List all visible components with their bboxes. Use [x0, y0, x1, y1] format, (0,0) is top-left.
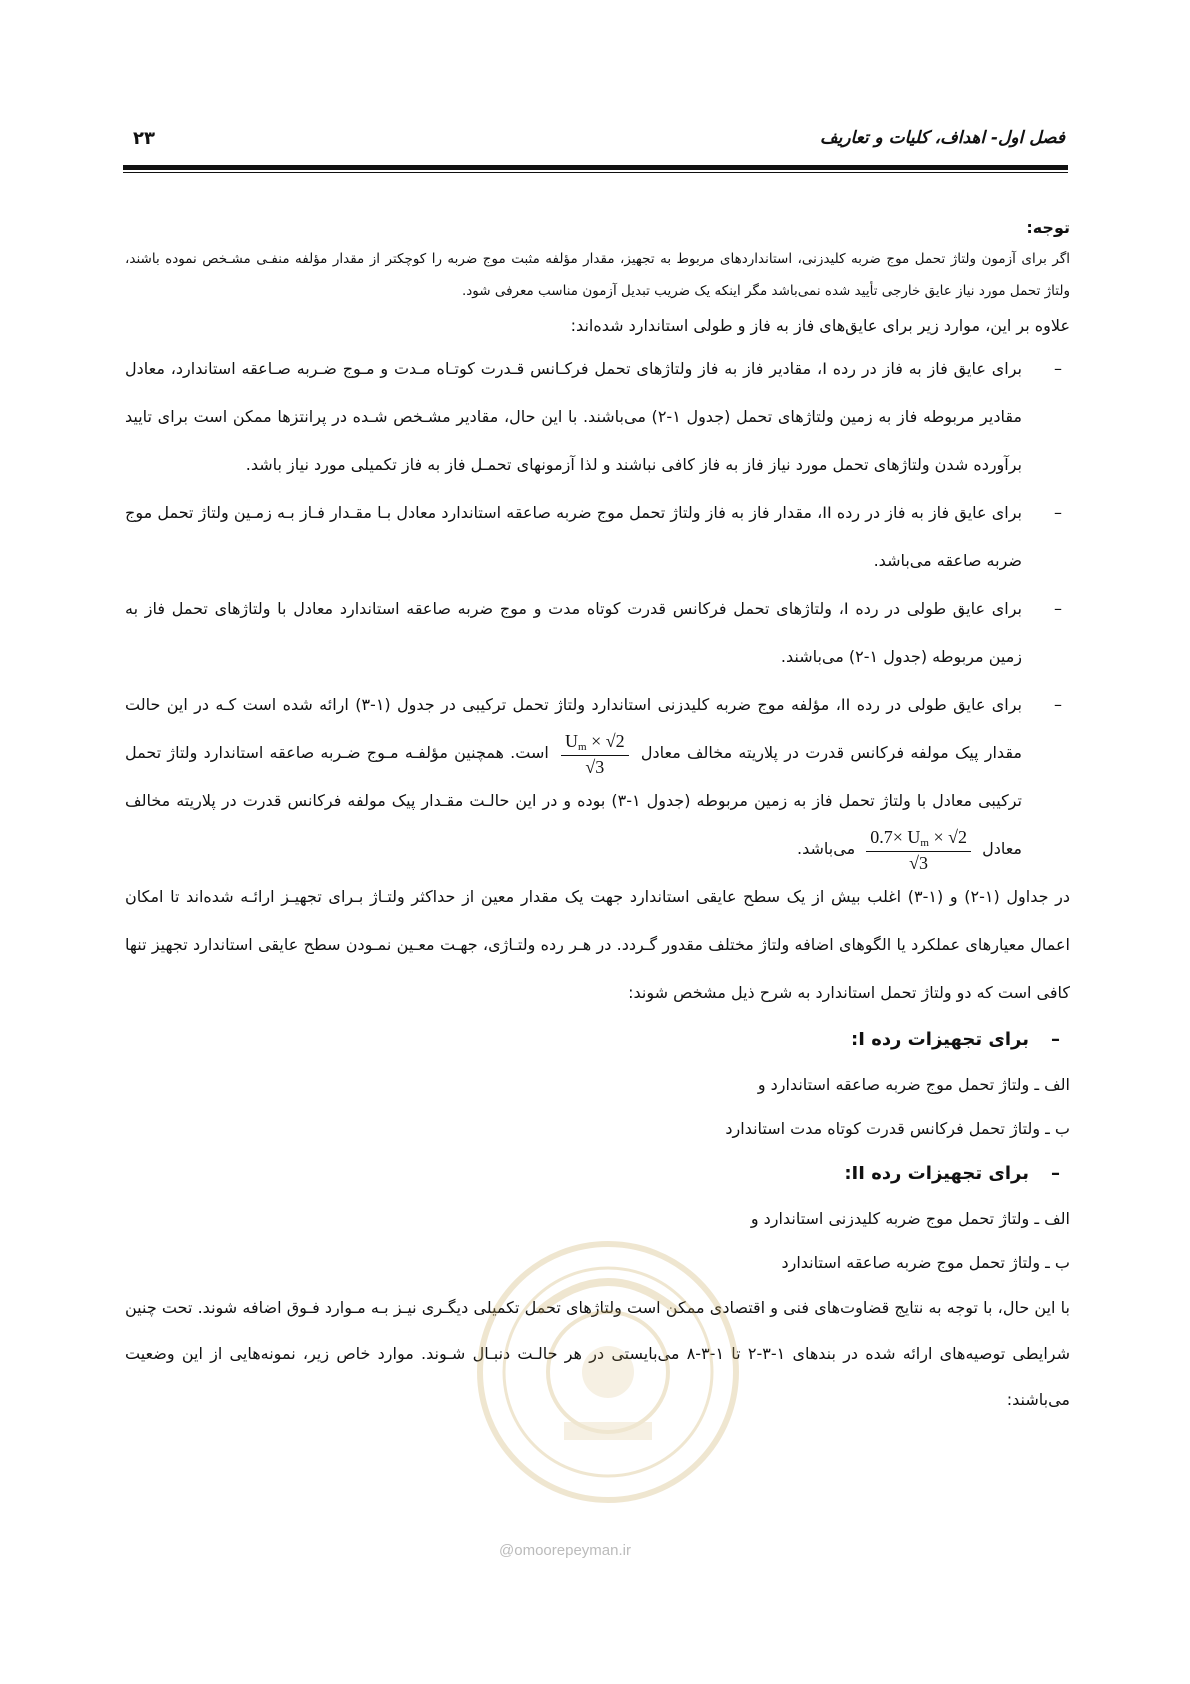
sub-item: الف ـ ولتاژ تحمل موج ضربه کلیدزنی استاندارد و [750, 1209, 1070, 1228]
formula-07-um-root2-over-root3 [866, 828, 971, 872]
sub-item: الف ـ ولتاژ تحمل موج ضربه صاعقه استاندارد و [757, 1075, 1070, 1094]
formula2-den: √3 [909, 852, 929, 873]
formula2-num-post: × √2 [928, 826, 967, 847]
bullet-item [125, 345, 1070, 489]
bullet-text-part2: است. همچنین مؤلفـه مـوج ضـربه صاعقه استاندارد ولتاژ تحمل ترکیبی معادل با ولتاژ تحمل فاز به زمین مربوطه (جدول ۱-۳) بوده و در این حالـت مقـدار پیک مولفه فرکانس قدرت در پلاریته مخالف معادل [125, 743, 1022, 858]
bullet-dash: – [1054, 359, 1062, 378]
sub-item: ب ـ ولتاژ تحمل فرکانس قدرت کوتاه مدت استاندارد [725, 1119, 1070, 1138]
sub-item: ب ـ ولتاژ تحمل موج ضربه صاعقه استاندارد [781, 1253, 1070, 1272]
note-title: توجه: [1026, 218, 1070, 237]
section-dash: – [1051, 1029, 1060, 1050]
bullet-item [125, 681, 1070, 873]
section-dash: – [1051, 1163, 1060, 1184]
bullet-text-part3: می‌باشد. [797, 839, 856, 858]
note-text: اگر برای آزمون ولتاژ تحمل موج ضربه کلیدزنی، استانداردهای مربوط به تجهیز، مقدار مؤلفه مثبت موج ضربه را کوچکتر از مقدار مؤلفه منفـی مشـخص نموده باشند، ولتاژ تحمل مورد نیاز عایق خارجی تأیید شده نمی‌باشد مگر اینکه یک ضریب تبدیل آزمون مناسب معرفی شود. [125, 251, 1070, 299]
paragraph-tables: در جداول (۱-۲) و (۱-۳) اغلب بیش از یک سطح عایقی استاندارد جهت یک مقدار معین از حداکثر ولتـاژ بـرای تجهیـز ارائـه شده‌اند تا امکان اعمال معیارهای عملکرد یا الگوهای اضافه ولتاژ مختلف مقدور گـردد. در هـر رده ولتـاژی، جهـت معـین نمـودن سطح عایقی استاندارد تجهیز تنها کافی است که دو ولتاژ تحمل استاندارد به شرح ذیل مشخص شوند: [125, 887, 1071, 1002]
bullet-item [125, 489, 1070, 585]
formula-um-root2-over-root3 [561, 732, 629, 776]
section-heading-class-2 [125, 1151, 1070, 1197]
bullet-text: برای عایق طولی در رده I، ولتاژهای تحمل فرکانس قدرت کوتاه مدت و موج ضربه صاعقه استاندارد معادل با ولتاژهای تحمل فاز به زمین مربوطه (جدول ۱-۲) می‌باشند. [125, 599, 1022, 666]
paragraph-closing: با این حال، با توجه به نتایج قضاوت‌های فنی و اقتصادی ممکن است ولتاژهای تحمل تکمیلی دیگـری نیـز بـه مـوارد فـوق اضافه شوند. تحت چنین شرایطی توصیه‌های ارائه شده در بندهای ۱-۳-۲ تا ۱-۳-۸ می‌بایستی در هر حالـت دنبـال شـوند. موارد خاص زیر، نمونه‌هایی از این وضعیت می‌باشند: [125, 1298, 1071, 1409]
bullet-text-part1: برای عایق طولی در رده II، مؤلفه موج ضربه کلیدزنی استاندارد ولتاژ تحمل ترکیبی در جدول (۱-۳) ارائه شده است کـه در این حالت مقدار پیک مولفه فرکانس قدرت در پلاریته مخالف معادل [125, 695, 1022, 762]
section-heading-text: برای تجهیزات رده I: [851, 1029, 1029, 1050]
page-header [125, 128, 1065, 158]
watermark-text: @omoorepeyman.ir [499, 1542, 631, 1559]
chapter-title: فصل اول- اهداف، کلیات و تعاریف [819, 128, 1065, 148]
bullet-dash: – [1054, 695, 1062, 714]
watermark-logo [468, 1232, 748, 1512]
bullet-dash: – [1054, 503, 1062, 522]
bullet-item [125, 585, 1070, 681]
intro-paragraph: علاوه بر این، موارد زیر برای عایق‌های فاز به فاز و طولی استاندارد شده‌اند: [570, 316, 1070, 335]
bullet-dash: – [1054, 599, 1062, 618]
formula1-num-post: × √2 [586, 730, 625, 751]
bullet-list [125, 345, 1070, 873]
formula1-num-pre: U [565, 730, 579, 751]
formula1-num-sub: m [578, 740, 587, 753]
section-heading-text: برای تجهیزات رده II: [844, 1163, 1029, 1184]
bullet-text: برای عایق فاز به فاز در رده II، مقدار فاز به فاز ولتاژ تحمل موج ضربه صاعقه استاندارد معادل بـا مقـدار فـاز بـه زمـین ولتاژ تحمل موج ضربه صاعقه می‌باشد. [125, 503, 1023, 570]
formula2-num-sub: m [920, 836, 929, 849]
header-rule-thick [123, 165, 1068, 170]
section-heading-class-1 [125, 1017, 1070, 1063]
formula2-num-pre: 0.7× U [870, 826, 921, 847]
bullet-text: برای عایق فاز به فاز در رده I، مقادیر فاز به فاز ولتاژهای تحمل فرکـانس قـدرت کوتـاه مـدت و مـوج ضـربه صـاعقه استاندارد، معادل مقادیر مربوطه فاز به زمین ولتاژهای تحمل (جدول ۱-۲) می‌باشند. با این حال، مقادیر مشـخص شـده در پرانتزها ممکن است برای تایید برآورده شدن ولتاژهای تحمل مورد نیاز فاز به فاز کافی نباشند و لذا آزمونهای تحمـل فاز به فاز تکمیلی مورد نیاز باشد. [125, 359, 1023, 474]
formula1-den: √3 [585, 756, 605, 777]
page-number: ۲۳ [133, 128, 155, 149]
header-rule-thin [123, 172, 1068, 173]
